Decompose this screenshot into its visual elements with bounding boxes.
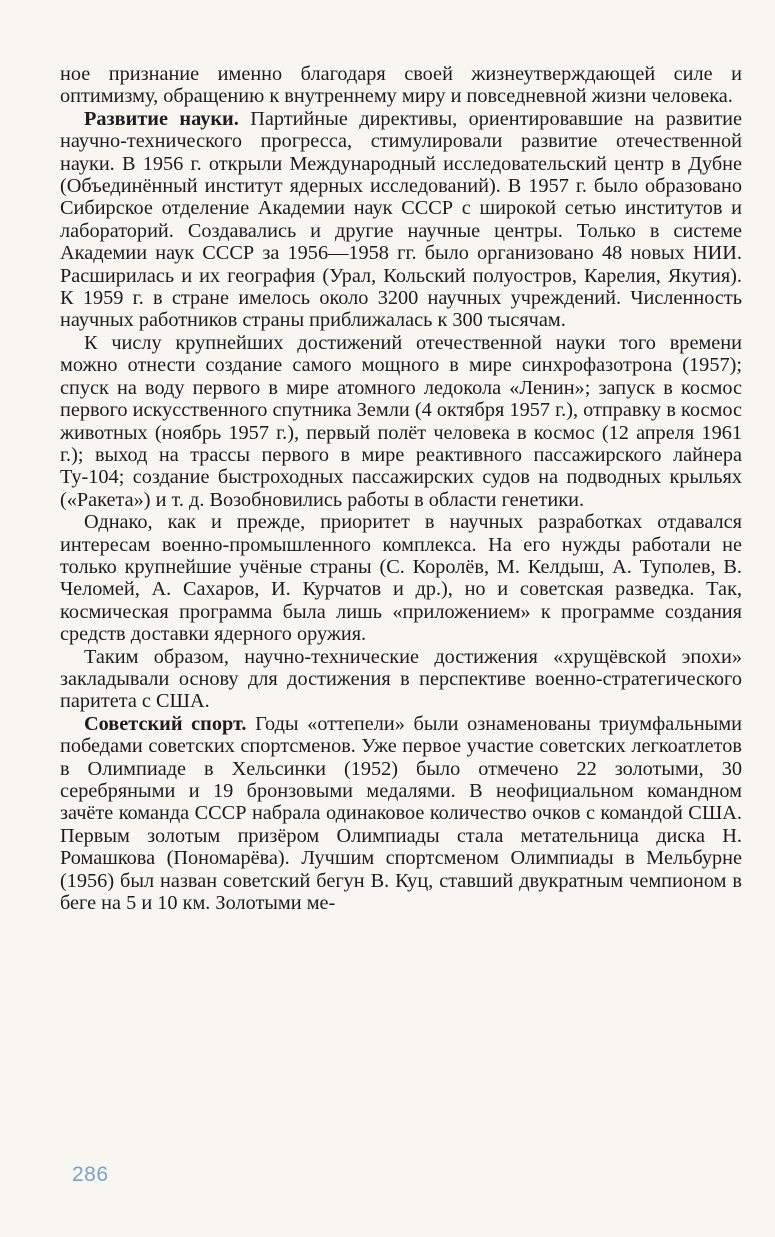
paragraph-science-development <box>60 108 742 332</box>
paragraph-text: Партийные директивы, ориентировавшие на развитие научно-технического прогресса, стимулировали развитие отечественной науки. В 1956 г. открыли Международный исследовательский центр в Дубне (Объединённый институт ядерных исследований). В 1957 г. было образовано Сибирское отделение Академии наук СССР с широкой сетью институтов и лабораторий. Создавались и другие научные центры. Только в системе Академии наук СССР за 1956—1958 гг. было организовано 48 новых НИИ. Расширилась и их география (Урал, Кольский полуостров, Карелия, Якутия). К 1959 г. в стране имелось около 3200 научных учреждений. Численность научных работников страны приближалась к 300 тысячам. <box>60 107 742 332</box>
section-heading-science: Развитие науки. <box>84 107 239 130</box>
paragraph-science-achievements <box>60 332 742 511</box>
paragraph-text: ное признание именно благодаря своей жизнеутверждающей силе и оптимизму, обращению к внутреннему миру и повседневной жизни человека. <box>60 63 742 108</box>
page-body <box>60 63 742 914</box>
paragraph-text: Годы «оттепели» были ознаменованы триумфальными победами советских спортсменов. Уже первое участие советских легкоатлетов в Олимпиаде в Хельсинки (1952) было отмечено 22 золотыми, 30 серебряными и 19 бронзовыми медалями. В неофициальном командном зачёте команда СССР набрала одинаковое количество очков с командой США. Первым золотым призёром Олимпиады стала метательница диска Н. Ромашкова (Пономарёва). Лучшим спортсменом Олимпиады в Мельбурне (1956) был назван советский бегун В. Куц, ставший двукратным чемпионом в беге на 5 и 10 км. Золотыми ме- <box>60 712 742 915</box>
page-number: 286 <box>72 1163 109 1186</box>
paragraph-soviet-sport <box>60 713 742 915</box>
paragraph-text: Однако, как и прежде, приоритет в научных разработках отдавался интересам военно-промышленного комплекса. На его нужды работали не только крупнейшие учёные страны (С. Королёв, М. Келдыш, А. Туполев, В. Челомей, А. Сахаров, И. Курчатов и др.), но и советская разведка. Так, космическая программа была лишь «приложением» к программе создания средств доставки ядерного оружия. <box>60 511 742 646</box>
paragraph-continuation <box>60 63 742 108</box>
paragraph-text: К числу крупнейших достижений отечественной науки того времени можно отнести создание самого мощного в мире синхрофазотрона (1957); спуск на воду первого в мире атомного ледокола «Ленин»; запуск в космос первого искусственного спутника Земли (4 октября 1957 г.), отправку в космос животных (ноябрь 1957 г.), первый полёт человека в космос (12 апреля 1961 г.); выход на трассы первого в мире реактивного пассажирского лайнера Ту-104; создание быстроходных пассажирских судов на подводных крыльях («Ракета») и т. д. Возобновились работы в области генетики. <box>60 331 742 511</box>
paragraph-military-priority <box>60 511 742 645</box>
paragraph-conclusion <box>60 646 742 713</box>
section-heading-sport: Советский спорт. <box>84 712 247 735</box>
paragraph-text: Таким образом, научно-технические достижения «хрущёвской эпохи» закладывали основу для достижения в перспективе военно-стратегического паритета с США. <box>60 645 742 713</box>
